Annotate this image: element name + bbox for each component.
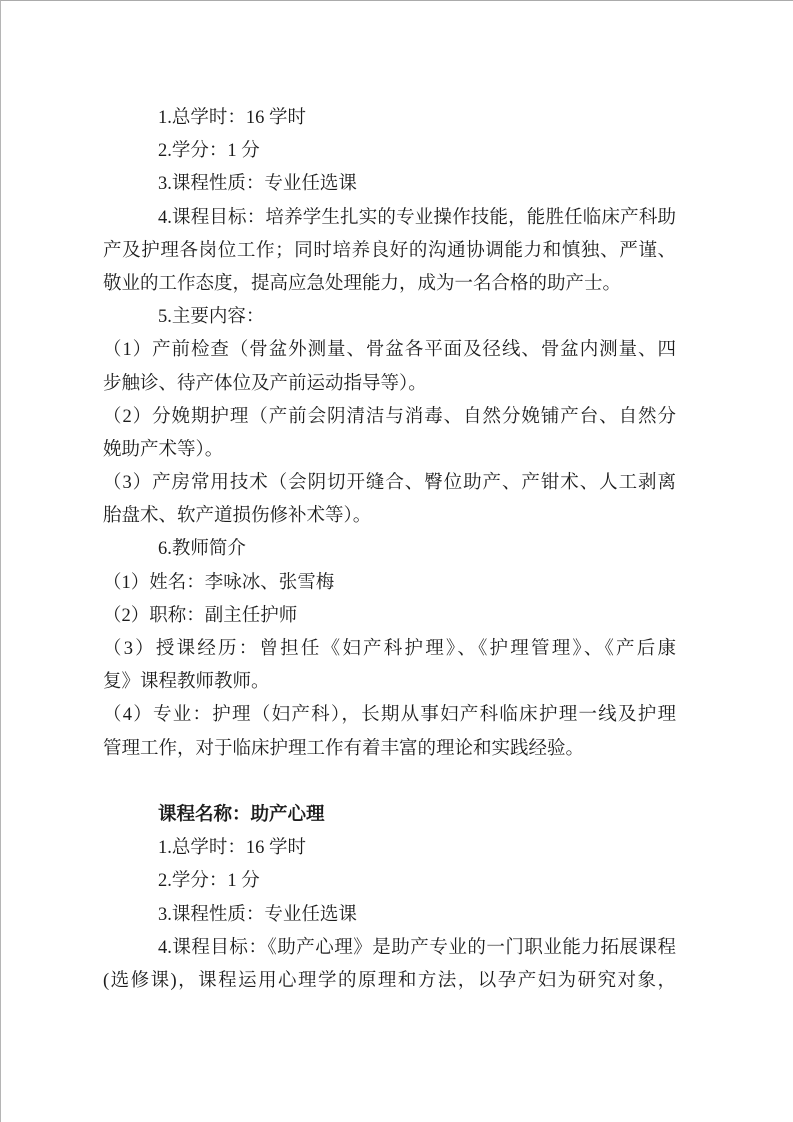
text-line-total-hours: 1.总学时：16 学时 — [158, 108, 307, 128]
text-line-teacher-title: （2）职称：副主任护师 — [103, 605, 298, 626]
text-line: 产及护理各岗位工作；同时培养良好的沟通协调能力和慎独、严谨、 — [103, 240, 676, 261]
text-line: 管理工作，对于临床护理工作有着丰富的理论和实践经验。 — [103, 738, 585, 759]
text-line: （4）专业：护理（妇产科），长期从事妇产科临床护理一线及护理 — [103, 705, 676, 726]
text-line: （3）授课经历：曾担任《妇产科护理》、《护理管理》、《产后康 — [103, 639, 676, 659]
text-line-total-hours: 1.总学时：16 学时 — [158, 838, 307, 859]
course-title-heading: 课程名称：助产心理 — [158, 804, 325, 825]
text-line-main-content: 5.主要内容： — [158, 307, 265, 328]
text-line-credits: 2.学分：1 分 — [158, 141, 260, 162]
text-line-teacher-intro: 6.教师简介 — [158, 539, 246, 560]
text-line-course-goal: 4.课程目标：《助产心理》是助产专业的一门职业能力拓展课程 — [158, 937, 676, 958]
text-line-credits: 2.学分：1 分 — [158, 871, 260, 892]
text-line: （2）分娩期护理（产前会阴清洁与消毒、自然分娩铺产台、自然分 — [103, 406, 676, 427]
text-line: 敬业的工作态度，提高应急处理能力，成为一名合格的助产士。 — [103, 273, 622, 294]
text-line: （1）产前检查（骨盆外测量、骨盆各平面及径线、骨盆内测量、四 — [103, 340, 676, 361]
text-line: (选修课)，课程运用心理学的原理和方法，以孕产妇为研究对象， — [103, 970, 676, 991]
text-line: （3）产房常用技术（会阴切开缝合、臀位助产、产钳术、人工剥离 — [103, 473, 676, 494]
blank-line — [103, 766, 676, 799]
text-line: 胎盘术、软产道损伤修补术等）。 — [103, 506, 372, 527]
text-line-course-type: 3.课程性质：专业任选课 — [158, 174, 357, 195]
document-body — [103, 102, 676, 998]
text-line: 娩助产术等）。 — [103, 439, 224, 460]
text-line: 步触诊、待产体位及产前运动指导等）。 — [103, 373, 427, 394]
text-line-course-type: 3.课程性质：专业任选课 — [158, 904, 357, 925]
text-line: 复》课程教师教师。 — [103, 672, 270, 693]
text-line-teacher-names: （1）姓名：李咏冰、张雪梅 — [103, 572, 335, 593]
text-line-course-goal: 4.课程目标：培养学生扎实的专业操作技能，能胜任临床产科助 — [158, 207, 676, 228]
